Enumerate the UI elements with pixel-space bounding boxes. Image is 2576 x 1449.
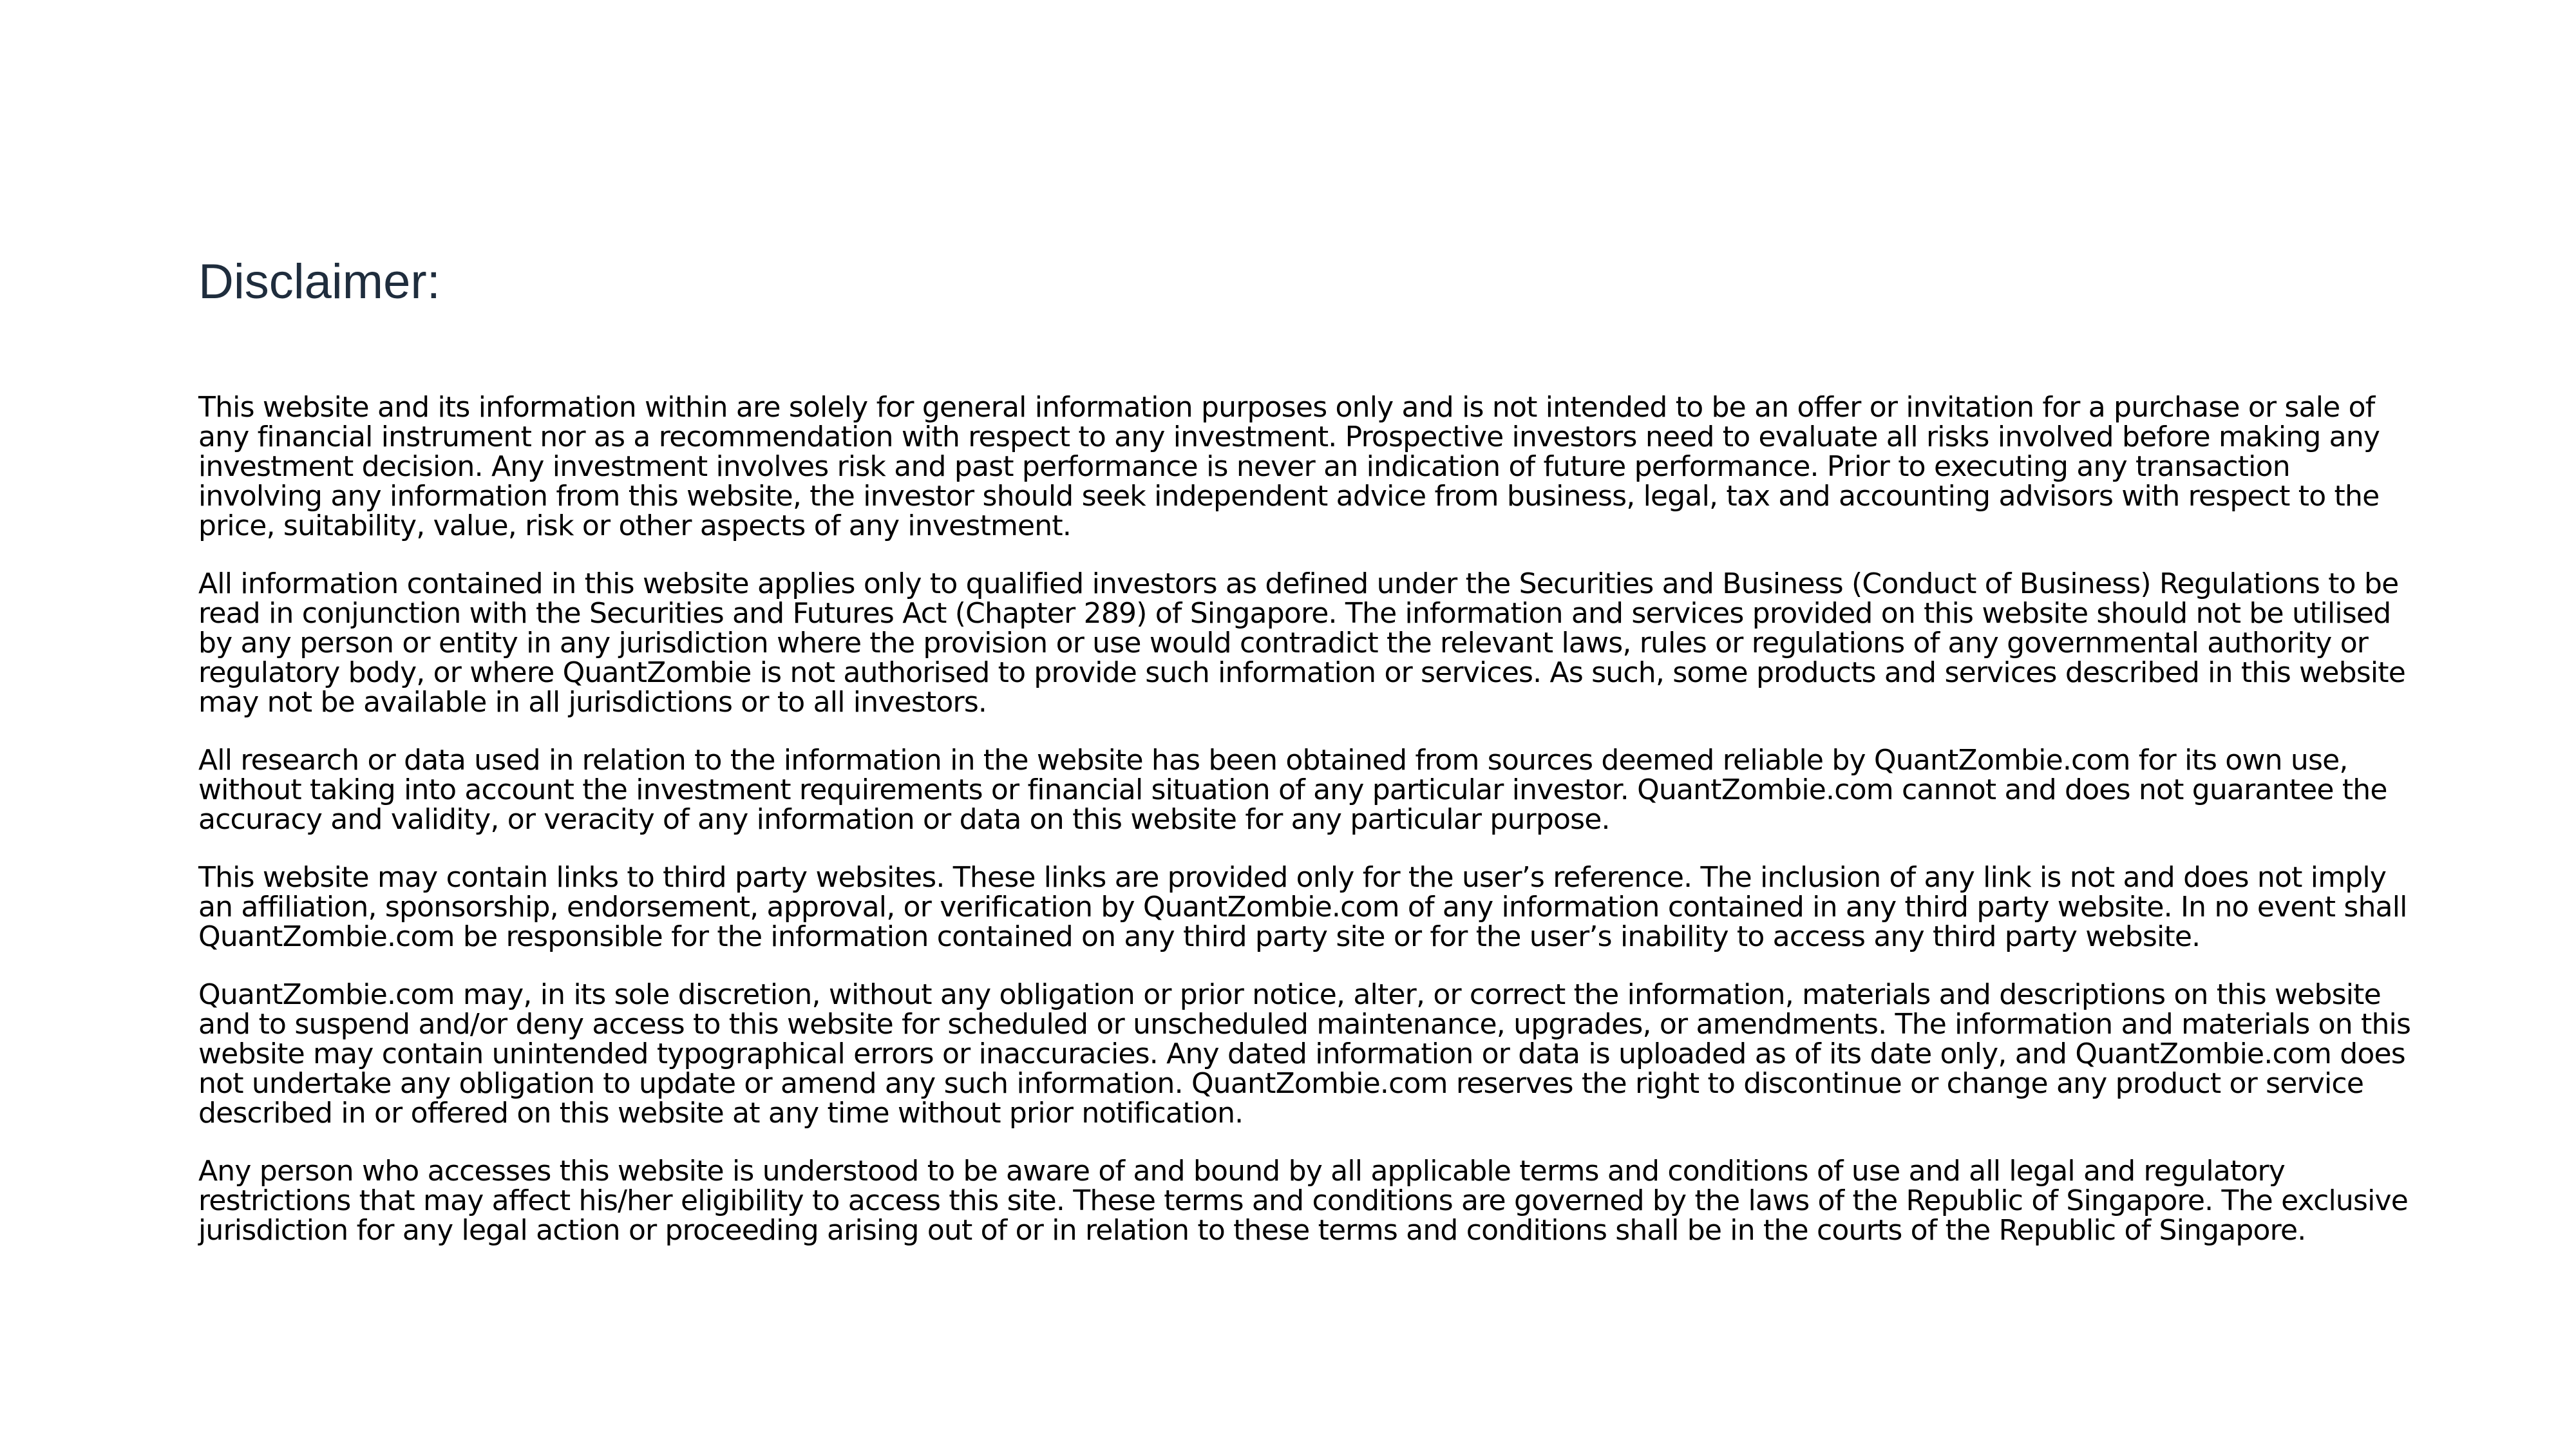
disclaimer-paragraph-qualified-investors: All information contained in this website applies only to qualified investors as defined under the Securities and Business (Conduct of Business) Regulations to be read in conjunction with the Securities and Futures Act (Chapter 289) of Singapore. The information and services provided on this website should not be utilised by any person or entity in any jurisdiction where the provision or use would contradict the relevant laws, rules or regulations of any governmental authority or regulatory body, or where QuantZombie is not authorised to provide such information or services. As such, some products and services described in this website may not be available in all jurisdictions or to all investors. [198,567,2405,719]
page-title: Disclaimer: [198,254,440,309]
disclaimer-paragraph-jurisdiction: Any person who accesses this website is understood to be aware of and bound by all applicable terms and conditions of use and all legal and regulatory restrictions that may affect his/her eligibility to access this site. These terms and conditions are governed by the laws of the Republic of Singapore. The exclusive jurisdiction for any legal action or proceeding arising out of or in relation to these terms and conditions shall be in the courts of the Republic of Singapore. [198,1155,2409,1247]
disclaimer-paragraph-changes: QuantZombie.com may, in its sole discretion, without any obligation or prior notice, alter, or correct the information, materials and descriptions on this website and to suspend and/or deny access to this website for scheduled or unscheduled maintenance, upgrades, or amendments. The information and materials on this website may contain unintended typographical errors or inaccuracies. Any dated information or data is uploaded as of its date only, and QuantZombie.com does not undertake any obligation to update or amend any such information. QuantZombie.com reserves the right to discontinue or change any product or service described in or offered on this website at any time without prior notification. [198,978,2411,1130]
disclaimer-paragraph-research-data: All research or data used in relation to the information in the website has been obtained from sources deemed reliable by QuantZombie.com for its own use, without taking into account the investment requirements or financial situation of any particular investor. QuantZombie.com cannot and does not guarantee the accuracy and validity, or veracity of any information or data on this website for any particular purpose. [198,744,2387,836]
disclaimer-paragraph-general-info: This website and its information within are solely for general information purposes only and is not intended to be an offer or invitation for a purchase or sale of any financial instrument nor as a recommendation with respect to any investment. Prospective investors need to evaluate all risks involved before making any investment decision. Any investment involves risk and past performance is never an indication of future performance. Prior to executing any transaction involving any information from this website, the investor should seek independent advice from business, legal, tax and accounting advisors with respect to the price, suitability, value, risk or other aspects of any investment. [198,391,2380,542]
disclaimer-paragraph-third-party-links: This website may contain links to third party websites. These links are provided only for the user’s reference. The inclusion of any link is not and does not imply an affiliation, sponsorship, endorsement, approval, or verification by QuantZombie.com of any information contained in any third party website. In no event shall QuantZombie.com be responsible for the information contained on any third party site or for the user’s inability to access any third party website. [198,861,2407,953]
disclaimer-body [198,393,2414,1274]
